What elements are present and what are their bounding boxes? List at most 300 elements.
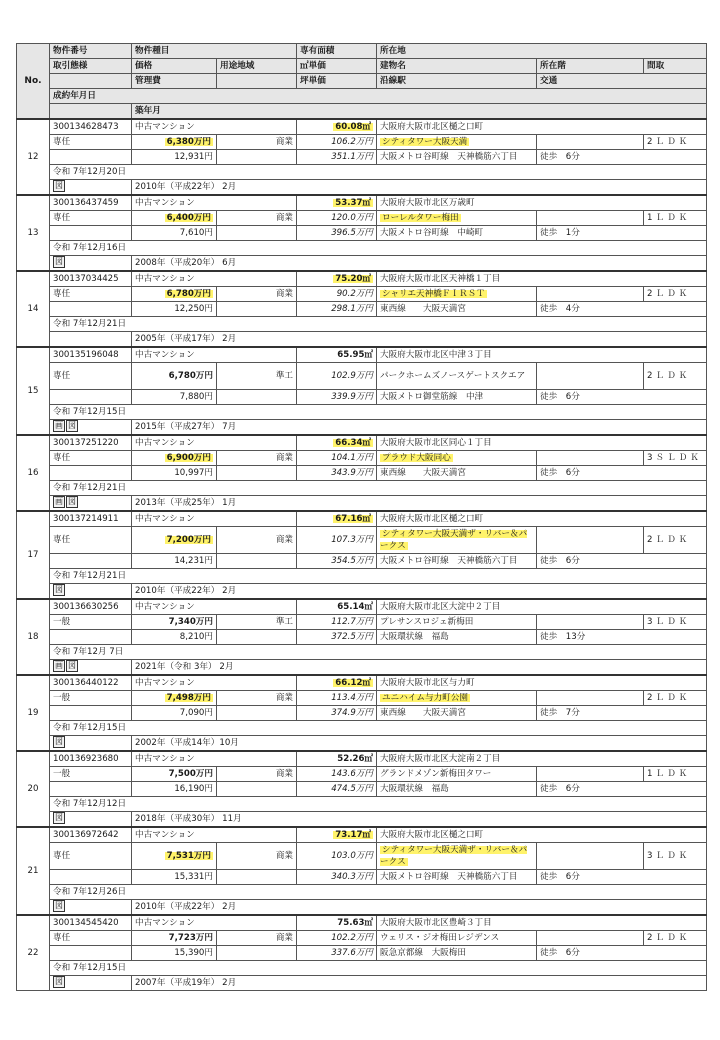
header-built: 築年月 (132, 104, 707, 120)
contract-date: 令和 7年12月26日 (50, 885, 707, 900)
deal-type: 一般 (50, 691, 132, 706)
record-row (17, 976, 707, 991)
blank (217, 870, 297, 885)
blank (50, 466, 132, 481)
zoning: 商業 (217, 931, 297, 946)
zoning: 商業 (217, 527, 297, 554)
sqm-price: 102.2万円 (297, 931, 377, 946)
record-row (17, 691, 707, 706)
price: 7,498万円 (132, 691, 217, 706)
property-id: 300134628473 (50, 119, 132, 135)
layout: 2ＬＤＫ (644, 363, 707, 390)
blank (217, 630, 297, 645)
header-floor: 所在階 (537, 59, 644, 74)
blank (217, 150, 297, 165)
record-row (17, 302, 707, 317)
record-row (17, 946, 707, 961)
table-body (17, 44, 707, 991)
tsubo-price: 354.5万円 (297, 554, 377, 569)
sqm-price: 120.0万円 (297, 211, 377, 226)
record-row (17, 721, 707, 736)
record-row (17, 420, 707, 436)
tsubo-price: 339.9万円 (297, 390, 377, 405)
record-no: 22 (17, 915, 50, 991)
tsubo-price: 372.5万円 (297, 630, 377, 645)
sqm-price: 106.2万円 (297, 135, 377, 150)
building-name: シティタワー大阪天満ザ・リバー＆パークス (377, 527, 537, 554)
management-fee: 12,931円 (132, 150, 217, 165)
header-tsubo-price: 坪単価 (297, 74, 377, 89)
management-fee: 14,231円 (132, 554, 217, 569)
header-blank (50, 104, 132, 120)
contract-date: 令和 7年12月15日 (50, 405, 707, 420)
record-row (17, 226, 707, 241)
header-zoning: 用途地域 (217, 59, 297, 74)
address: 大阪府大阪市北区豊崎３丁目 (377, 915, 707, 931)
built-date: 2010年（平成22年） 2月 (132, 900, 707, 916)
building-name: プラウド大阪同心 (377, 451, 537, 466)
price: 6,780万円 (132, 287, 217, 302)
contract-date: 令和 7年12月 7日 (50, 645, 707, 660)
record-row (17, 706, 707, 721)
tsubo-price: 343.9万円 (297, 466, 377, 481)
address: 大阪府大阪市北区樋之口町 (377, 511, 707, 527)
sqm-price: 90.2万円 (297, 287, 377, 302)
area: 75.20㎡ (297, 271, 377, 287)
access: 徒歩 6分 (537, 390, 707, 405)
property-id: 300135196048 (50, 347, 132, 363)
record-row (17, 363, 707, 390)
header-blank (217, 74, 297, 89)
photo-icon[interactable]: 画 (55, 421, 63, 431)
area: 65.95㎡ (297, 347, 377, 363)
floorplan-icon[interactable]: 図 (68, 421, 76, 431)
floor (537, 363, 644, 390)
building-name: シティタワー大阪天満ザ・リバー＆パークス (377, 843, 537, 870)
blank (50, 782, 132, 797)
area: 52.26㎡ (297, 751, 377, 767)
record-row (17, 527, 707, 554)
tsubo-price: 474.5万円 (297, 782, 377, 797)
management-fee: 15,331円 (132, 870, 217, 885)
record-row (17, 347, 707, 363)
floorplan-icon[interactable]: 図 (55, 257, 63, 267)
property-type: 中古マンション (132, 751, 297, 767)
property-type: 中古マンション (132, 915, 297, 931)
header-date: 成約年月日 (50, 89, 707, 104)
tsubo-price: 374.9万円 (297, 706, 377, 721)
area: 66.12㎡ (297, 675, 377, 691)
attachment-icons (50, 180, 132, 196)
blank (217, 466, 297, 481)
header-address: 所在地 (377, 44, 707, 59)
record-row (17, 119, 707, 135)
access: 徒歩 13分 (537, 630, 707, 645)
property-type: 中古マンション (132, 827, 297, 843)
record-no: 21 (17, 827, 50, 915)
layout: 2ＬＤＫ (644, 931, 707, 946)
building-name: ユニハイム与力町公園 (377, 691, 537, 706)
blank (50, 630, 132, 645)
header-row-5 (17, 104, 707, 120)
floor (537, 211, 644, 226)
floorplan-icon[interactable]: 図 (55, 901, 63, 911)
attachment-icons (50, 976, 132, 991)
record-row (17, 271, 707, 287)
header-fee: 管理費 (132, 74, 217, 89)
tsubo-price: 351.1万円 (297, 150, 377, 165)
built-date: 2015年（平成27年） 7月 (132, 420, 707, 436)
management-fee: 15,390円 (132, 946, 217, 961)
built-date: 2008年（平成20年） 6月 (132, 256, 707, 272)
area: 75.63㎡ (297, 915, 377, 931)
price: 7,531万円 (132, 843, 217, 870)
management-fee: 7,880円 (132, 390, 217, 405)
built-date: 2010年（平成22年） 2月 (132, 584, 707, 600)
record-row (17, 511, 707, 527)
access: 徒歩 1分 (537, 226, 707, 241)
floorplan-icon[interactable]: 図 (55, 813, 63, 823)
record-row (17, 211, 707, 226)
building-name: ウェリス・ジオ梅田レジデンス (377, 931, 537, 946)
line-station: 東西線 大阪天満宮 (377, 706, 537, 721)
record-no: 13 (17, 195, 50, 271)
blank (217, 554, 297, 569)
price: 7,723万円 (132, 931, 217, 946)
line-station: 大阪環状線 福島 (377, 782, 537, 797)
record-row (17, 736, 707, 752)
blank (217, 390, 297, 405)
sqm-price: 113.4万円 (297, 691, 377, 706)
blank (50, 554, 132, 569)
built-date: 2010年（平成22年） 2月 (132, 180, 707, 196)
record-no: 17 (17, 511, 50, 599)
access: 徒歩 7分 (537, 706, 707, 721)
management-fee: 8,210円 (132, 630, 217, 645)
record-row (17, 256, 707, 272)
contract-date: 令和 7年12月12日 (50, 797, 707, 812)
layout: 3ＬＤＫ (644, 843, 707, 870)
address: 大阪府大阪市北区天神橋１丁目 (377, 271, 707, 287)
property-type: 中古マンション (132, 119, 297, 135)
record-row (17, 900, 707, 916)
deal-type: 専任 (50, 363, 132, 390)
header-sqm-price: ㎡単価 (297, 59, 377, 74)
building-name: パークホームズノースゲートスクエア (377, 363, 537, 390)
access: 徒歩 6分 (537, 946, 707, 961)
built-date: 2007年（平成19年） 2月 (132, 976, 707, 991)
record-no: 14 (17, 271, 50, 347)
property-type: 中古マンション (132, 271, 297, 287)
line-station: 大阪メトロ谷町線 中崎町 (377, 226, 537, 241)
building-name: ローレルタワー梅田 (377, 211, 537, 226)
area: 60.08㎡ (297, 119, 377, 135)
record-row (17, 241, 707, 256)
photo-icon[interactable]: 画 (55, 497, 63, 507)
record-no: 15 (17, 347, 50, 435)
attachment-icons (50, 812, 132, 828)
layout: 2ＬＤＫ (644, 287, 707, 302)
floorplan-icon[interactable]: 図 (68, 497, 76, 507)
layout: 2ＬＤＫ (644, 135, 707, 150)
property-type: 中古マンション (132, 675, 297, 691)
zoning: 商業 (217, 211, 297, 226)
access: 徒歩 4分 (537, 302, 707, 317)
address: 大阪府大阪市北区樋之口町 (377, 119, 707, 135)
layout: 3ＬＤＫ (644, 615, 707, 630)
header-row-3 (17, 74, 707, 89)
record-row (17, 451, 707, 466)
contract-date: 令和 7年12月21日 (50, 481, 707, 496)
blank (217, 706, 297, 721)
contract-date: 令和 7年12月21日 (50, 317, 707, 332)
management-fee: 7,090円 (132, 706, 217, 721)
record-no: 18 (17, 599, 50, 675)
record-row (17, 915, 707, 931)
record-row (17, 150, 707, 165)
property-id: 300134545420 (50, 915, 132, 931)
price: 7,340万円 (132, 615, 217, 630)
property-type: 中古マンション (132, 511, 297, 527)
zoning: 商業 (217, 135, 297, 150)
blank (217, 946, 297, 961)
record-row (17, 660, 707, 676)
tsubo-price: 340.3万円 (297, 870, 377, 885)
blank (50, 150, 132, 165)
header-building: 建物名 (377, 59, 537, 74)
deal-type: 専任 (50, 135, 132, 150)
property-id: 300136437459 (50, 195, 132, 211)
property-table (16, 43, 707, 991)
built-date: 2018年（平成30年） 11月 (132, 812, 707, 828)
address: 大阪府大阪市北区与力町 (377, 675, 707, 691)
built-date: 2013年（平成25年） 1月 (132, 496, 707, 512)
record-no: 20 (17, 751, 50, 827)
property-id: 300137034425 (50, 271, 132, 287)
record-row (17, 931, 707, 946)
layout: 1ＬＤＫ (644, 211, 707, 226)
price: 6,400万円 (132, 211, 217, 226)
attachment-icons (50, 660, 132, 676)
record-row (17, 332, 707, 348)
zoning: 商業 (217, 451, 297, 466)
header-row-4 (17, 89, 707, 104)
price: 6,780万円 (132, 363, 217, 390)
floorplan-icon[interactable]: 図 (55, 737, 63, 747)
access: 徒歩 6分 (537, 150, 707, 165)
address: 大阪府大阪市北区同心１丁目 (377, 435, 707, 451)
record-row (17, 767, 707, 782)
layout: 1ＬＤＫ (644, 767, 707, 782)
sqm-price: 103.0万円 (297, 843, 377, 870)
blank (50, 226, 132, 241)
line-station: 大阪メトロ谷町線 天神橋筋六丁目 (377, 150, 537, 165)
management-fee: 10,997円 (132, 466, 217, 481)
built-date: 2002年（平成14年）10月 (132, 736, 707, 752)
record-row (17, 569, 707, 584)
floor (537, 527, 644, 554)
record-row (17, 630, 707, 645)
record-row (17, 675, 707, 691)
line-station: 阪急京都線 大阪梅田 (377, 946, 537, 961)
record-row (17, 466, 707, 481)
blank (50, 390, 132, 405)
layout: 3ＳＬＤＫ (644, 451, 707, 466)
property-id: 300136440122 (50, 675, 132, 691)
blank (50, 706, 132, 721)
building-name: シャリエ天神橋ＦＩＲＳＴ (377, 287, 537, 302)
record-row (17, 390, 707, 405)
property-id: 300136972642 (50, 827, 132, 843)
record-row (17, 135, 707, 150)
record-row (17, 496, 707, 512)
tsubo-price: 298.1万円 (297, 302, 377, 317)
area: 67.16㎡ (297, 511, 377, 527)
header-row-2 (17, 59, 707, 74)
line-station: 大阪メトロ御堂筋線 中津 (377, 390, 537, 405)
management-fee: 12,250円 (132, 302, 217, 317)
blank (217, 782, 297, 797)
floor (537, 691, 644, 706)
record-row (17, 751, 707, 767)
floorplan-icon[interactable]: 図 (68, 661, 76, 671)
header-area: 専有面積 (297, 44, 377, 59)
header-property-type: 物件種目 (132, 44, 297, 59)
sqm-price: 107.3万円 (297, 527, 377, 554)
header-blank (50, 74, 132, 89)
area: 53.37㎡ (297, 195, 377, 211)
blank (217, 302, 297, 317)
price: 7,500万円 (132, 767, 217, 782)
record-row (17, 405, 707, 420)
building-name: プレサンスロジェ新梅田 (377, 615, 537, 630)
record-row (17, 180, 707, 196)
record-row (17, 481, 707, 496)
floor (537, 287, 644, 302)
sqm-price: 143.6万円 (297, 767, 377, 782)
record-row (17, 885, 707, 900)
deal-type: 専任 (50, 527, 132, 554)
built-date: 2005年（平成17年） 2月 (132, 332, 707, 348)
property-type: 中古マンション (132, 599, 297, 615)
floor (537, 451, 644, 466)
contract-date: 令和 7年12月21日 (50, 569, 707, 584)
management-fee: 7,610円 (132, 226, 217, 241)
blank (50, 302, 132, 317)
property-type: 中古マンション (132, 347, 297, 363)
record-row (17, 827, 707, 843)
line-station: 大阪環状線 福島 (377, 630, 537, 645)
contract-date: 令和 7年12月15日 (50, 961, 707, 976)
sqm-price: 104.1万円 (297, 451, 377, 466)
line-station: 大阪メトロ谷町線 天神橋筋六丁目 (377, 554, 537, 569)
attachment-icons (50, 584, 132, 600)
floorplan-icon[interactable]: 図 (55, 585, 63, 595)
record-row (17, 554, 707, 569)
area: 66.34㎡ (297, 435, 377, 451)
record-row (17, 287, 707, 302)
header-deal-type: 取引態様 (50, 59, 132, 74)
attachment-icons (50, 736, 132, 752)
record-row (17, 812, 707, 828)
transaction-sheet (16, 43, 706, 991)
record-row (17, 961, 707, 976)
building-name: グランドメゾン新梅田タワー (377, 767, 537, 782)
property-id: 300137214911 (50, 511, 132, 527)
line-station: 東西線 大阪天満宮 (377, 302, 537, 317)
tsubo-price: 337.6万円 (297, 946, 377, 961)
tsubo-price: 396.5万円 (297, 226, 377, 241)
zoning: 商業 (217, 287, 297, 302)
deal-type: 専任 (50, 931, 132, 946)
blank (50, 946, 132, 961)
address: 大阪府大阪市北区万歳町 (377, 195, 707, 211)
record-no: 19 (17, 675, 50, 751)
record-row (17, 645, 707, 660)
zoning: 準工 (217, 615, 297, 630)
address: 大阪府大阪市北区樋之口町 (377, 827, 707, 843)
floorplan-icon[interactable]: 図 (55, 977, 63, 987)
address: 大阪府大阪市北区大淀中２丁目 (377, 599, 707, 615)
header-property-id: 物件番号 (50, 44, 132, 59)
access: 徒歩 6分 (537, 466, 707, 481)
record-row (17, 584, 707, 600)
record-row (17, 317, 707, 332)
record-no: 16 (17, 435, 50, 511)
built-date: 2021年（令和 3年） 2月 (132, 660, 707, 676)
building-name: シティタワー大阪天満 (377, 135, 537, 150)
attachment-icons (50, 420, 132, 436)
photo-icon[interactable]: 画 (55, 661, 63, 671)
record-row (17, 435, 707, 451)
price: 6,900万円 (132, 451, 217, 466)
header-layout: 間取 (644, 59, 707, 74)
blank (50, 870, 132, 885)
layout: 2ＬＤＫ (644, 691, 707, 706)
access: 徒歩 6分 (537, 782, 707, 797)
floorplan-icon[interactable]: 図 (55, 181, 63, 191)
price: 6,380万円 (132, 135, 217, 150)
address: 大阪府大阪市北区大淀南２丁目 (377, 751, 707, 767)
contract-date: 令和 7年12月20日 (50, 165, 707, 180)
header-price: 価格 (132, 59, 217, 74)
record-no: 12 (17, 119, 50, 195)
deal-type: 専任 (50, 287, 132, 302)
blank (217, 226, 297, 241)
management-fee: 16,190円 (132, 782, 217, 797)
header-row-1 (17, 44, 707, 59)
floor (537, 767, 644, 782)
address: 大阪府大阪市北区中津３丁目 (377, 347, 707, 363)
access: 徒歩 6分 (537, 870, 707, 885)
attachment-icons (50, 496, 132, 512)
record-row (17, 599, 707, 615)
record-row (17, 782, 707, 797)
floor (537, 931, 644, 946)
deal-type: 専任 (50, 451, 132, 466)
attachment-icons (50, 900, 132, 916)
deal-type: 専任 (50, 843, 132, 870)
deal-type: 一般 (50, 615, 132, 630)
floor (537, 615, 644, 630)
zoning: 商業 (217, 691, 297, 706)
zoning: 商業 (217, 767, 297, 782)
attachment-icons (50, 256, 132, 272)
area: 73.17㎡ (297, 827, 377, 843)
layout: 2ＬＤＫ (644, 527, 707, 554)
sqm-price: 102.9万円 (297, 363, 377, 390)
area: 65.14㎡ (297, 599, 377, 615)
